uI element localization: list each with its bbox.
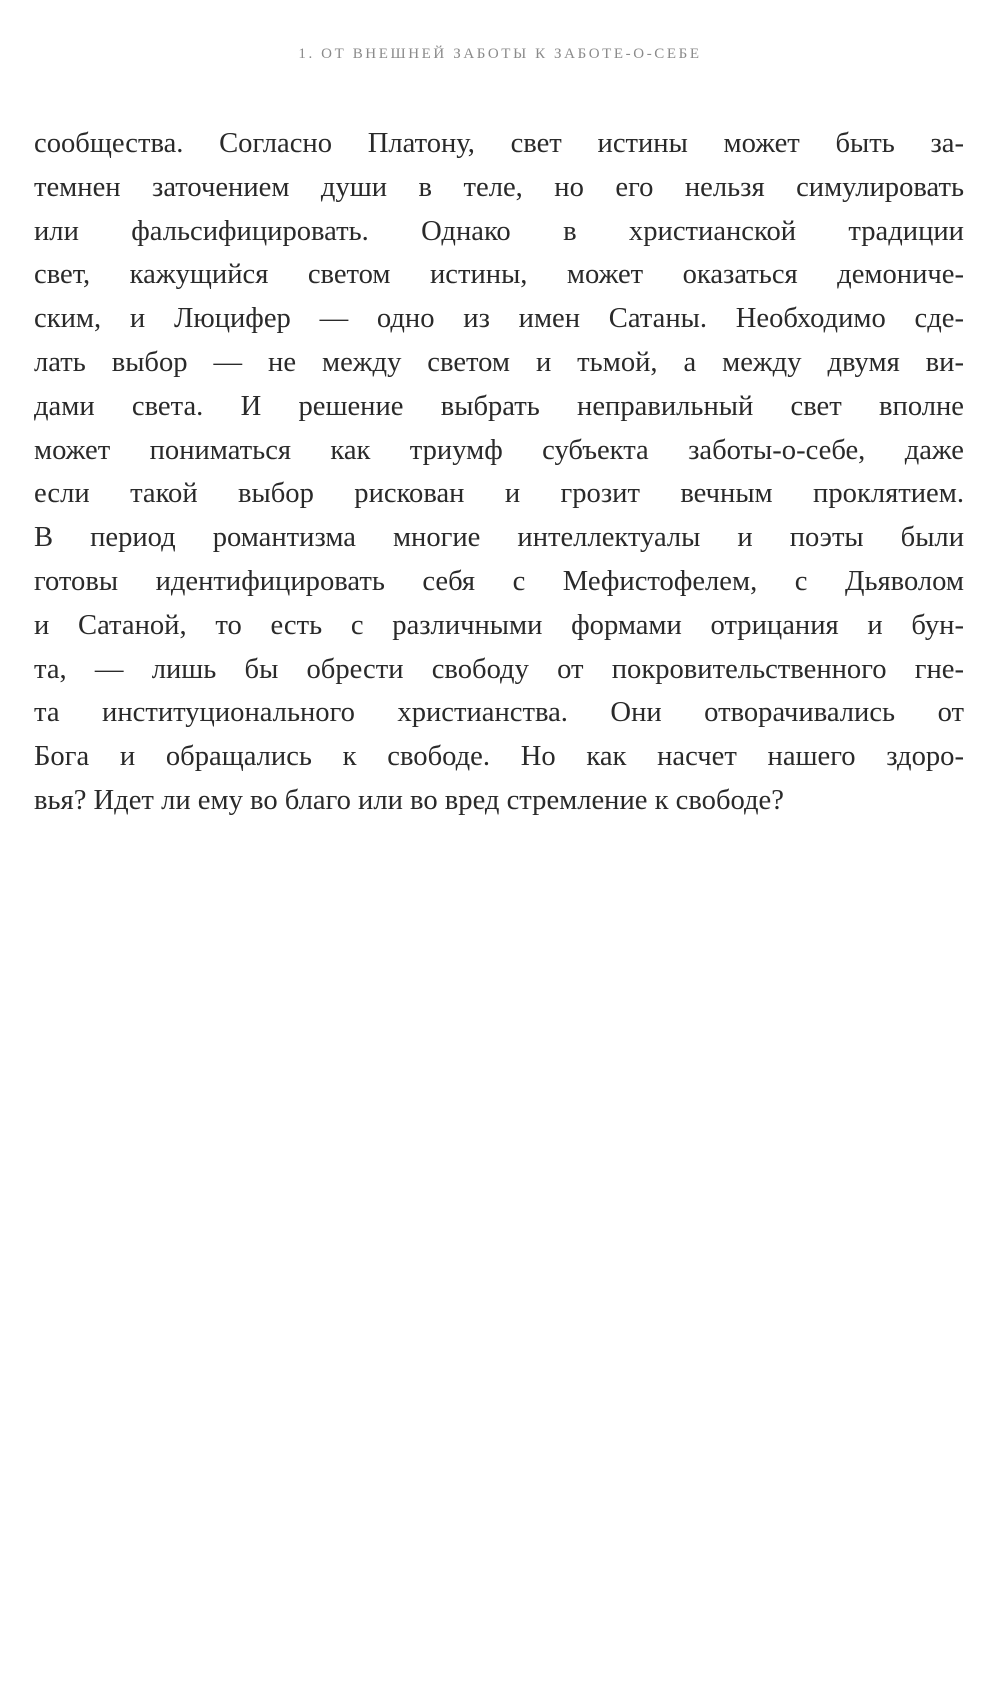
text-line: может пониматься как триумф субъекта заботы-о-себе, даже bbox=[34, 434, 964, 466]
text-line: лать выбор — не между светом и тьмой, а между двумя ви- bbox=[34, 346, 964, 378]
text-line: или фальсифицировать. Однако в христианской традиции bbox=[34, 215, 964, 247]
text-line: дами света. И решение выбрать неправильный свет вполне bbox=[34, 390, 964, 422]
text-line: Бога и обращались к свободе. Но как насчет нашего здоро- bbox=[34, 741, 964, 773]
text-line: готовы идентифицировать себя с Мефистофелем, с Дьяволом bbox=[34, 565, 964, 597]
text-line: та, — лишь бы обрести свободу от покровительственного гне- bbox=[34, 653, 964, 685]
text-line: свет, кажущийся светом истины, может оказаться демониче- bbox=[34, 259, 964, 291]
text-line: сообщества. Согласно Платону, свет истины может быть за- bbox=[34, 128, 964, 159]
text-line: В период романтизма многие интеллектуалы и поэты были bbox=[34, 522, 964, 554]
text-line: вья? Идет ли ему во благо или во вред стремление к свободе? bbox=[34, 784, 784, 816]
running-head: 1. ОТ ВНЕШНЕЙ ЗАБОТЫ К ЗАБОТЕ-О-СЕБЕ bbox=[298, 46, 702, 62]
text-line: если такой выбор рискован и грозит вечным проклятием. bbox=[34, 478, 964, 510]
body-paragraph bbox=[34, 122, 964, 823]
text-line: та институционального христианства. Они отворачивались от bbox=[34, 697, 964, 729]
text-line: темнен заточением души в теле, но его нельзя симулировать bbox=[34, 171, 964, 203]
text-line: ским, и Люцифер — одно из имен Сатаны. Необходимо сде- bbox=[34, 303, 964, 335]
text-line: и Сатаной, то есть с различными формами отрицания и бун- bbox=[34, 609, 964, 641]
